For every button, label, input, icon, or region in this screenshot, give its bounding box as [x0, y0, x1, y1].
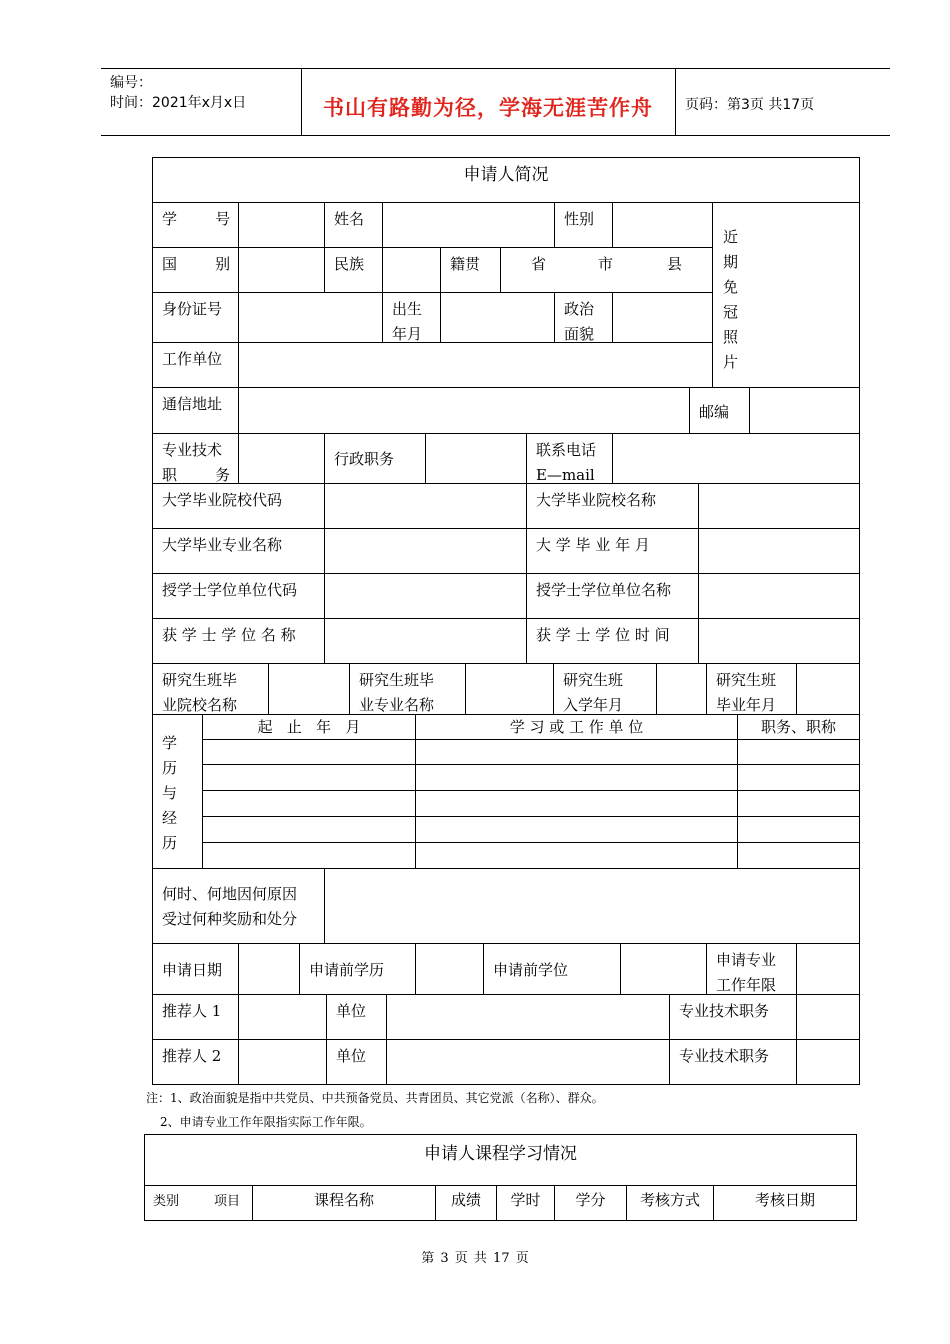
header-hours: 学时	[496, 1185, 555, 1221]
label-history-char: 历	[162, 759, 178, 777]
label-grad-finish-line1: 研究生班	[716, 671, 777, 689]
label-grad-school-line2: 业院校名称	[162, 696, 238, 714]
label-referee-2-title: 专业技术职务	[669, 1039, 797, 1085]
label-address: 通信地址	[152, 387, 239, 434]
photo-char: 冠	[723, 303, 739, 321]
label-pro-title	[152, 433, 239, 484]
field-admin-post[interactable]	[425, 433, 527, 484]
history-cell[interactable]	[202, 739, 416, 765]
label-referee-1-title: 专业技术职务	[669, 994, 797, 1040]
label-awards-line1: 何时、何地因何原因	[162, 885, 298, 903]
label-admin-post: 行政职务	[324, 433, 426, 484]
label-political-line2: 面貌	[564, 325, 595, 343]
photo-box[interactable]	[712, 202, 860, 388]
course-table-title: 申请人课程学习情况	[144, 1134, 857, 1186]
label-birth-line2: 年月	[392, 325, 423, 343]
history-cell[interactable]	[737, 842, 860, 869]
label-referee-2: 推荐人 2	[152, 1039, 239, 1085]
note-1: 注：1、政治面貌是指中共党员、中共预备党员、共青团员、其它党派（名称）、群众。	[146, 1091, 604, 1105]
label-univ-name: 大学毕业院校名称	[526, 483, 699, 529]
history-cell[interactable]	[737, 739, 860, 765]
label-item: 项目	[214, 1194, 241, 1209]
history-cell[interactable]	[202, 790, 416, 817]
label-grad-finish	[706, 663, 797, 715]
field-bach-degree-time[interactable]	[698, 618, 860, 664]
photo-char: 免	[723, 278, 739, 296]
header-course-name: 课程名称	[252, 1185, 436, 1221]
history-cell[interactable]	[415, 764, 738, 791]
field-work-unit[interactable]	[238, 342, 713, 388]
field-bach-unit-name[interactable]	[698, 573, 860, 619]
label-work-years-line2: 工作年限	[716, 976, 777, 994]
history-cell[interactable]	[415, 790, 738, 817]
label-political-line1: 政治	[564, 300, 595, 318]
label-prior-degree: 申请前学位	[483, 943, 621, 995]
field-address[interactable]	[238, 387, 690, 434]
header-motto: 书山有路勤为径，学海无涯苦作舟	[323, 96, 653, 120]
field-referee-1-unit[interactable]	[386, 994, 670, 1040]
field-referee-1[interactable]	[238, 994, 327, 1040]
field-political[interactable]	[612, 292, 713, 343]
header-category-item	[144, 1185, 253, 1221]
label-contact	[526, 433, 613, 484]
label-work-years-line1: 申请专业	[716, 951, 777, 969]
label-province: 省	[531, 255, 547, 273]
history-cell[interactable]	[737, 816, 860, 843]
label-grad-major-line1: 研究生班毕	[359, 671, 435, 689]
field-prior-degree[interactable]	[620, 943, 707, 995]
label-apply-date: 申请日期	[152, 943, 239, 995]
note-2: 2、申请专业工作年限指实际工作年限。	[160, 1115, 372, 1129]
label-county: 县	[667, 255, 683, 273]
label-birth-line1: 出生	[392, 300, 423, 318]
label-pro-title-line2: 职 务	[162, 466, 231, 484]
field-prior-edu[interactable]	[415, 943, 484, 995]
field-referee-2-title[interactable]	[796, 1039, 860, 1085]
header-credits: 学分	[554, 1185, 627, 1221]
header-bottom-rule	[101, 135, 890, 136]
header-divider-right	[675, 68, 676, 135]
field-apply-date[interactable]	[238, 943, 300, 995]
label-history-char: 历	[162, 834, 178, 852]
history-col-period: 起 止 年 月	[202, 714, 416, 740]
field-contact[interactable]	[612, 433, 860, 484]
label-native-place: 籍贯	[440, 247, 501, 293]
field-student-id[interactable]	[238, 202, 325, 248]
field-grad-enroll[interactable]	[656, 663, 707, 715]
table-title: 申请人简况	[152, 157, 860, 203]
header-number-label: 编号：	[110, 75, 152, 91]
history-cell[interactable]	[415, 842, 738, 869]
field-name[interactable]	[382, 202, 555, 248]
label-grad-enroll-line1: 研究生班	[563, 671, 624, 689]
label-pro-title-line1: 专业技术	[162, 441, 223, 459]
field-univ-code[interactable]	[324, 483, 527, 529]
label-prior-edu: 申请前学历	[299, 943, 416, 995]
field-grad-finish[interactable]	[796, 663, 860, 715]
field-bach-unit-code[interactable]	[324, 573, 527, 619]
header-score: 成绩	[435, 1185, 497, 1221]
label-city: 市	[598, 255, 614, 273]
field-referee-2-unit[interactable]	[386, 1039, 670, 1085]
header-top-rule	[101, 68, 890, 69]
label-contact-line2: E—mail	[536, 466, 595, 484]
label-univ-code: 大学毕业院校代码	[152, 483, 325, 529]
header-exam-method: 考核方式	[626, 1185, 714, 1221]
history-cell[interactable]	[415, 816, 738, 843]
history-cell[interactable]	[202, 816, 416, 843]
label-grad-school-line1: 研究生班毕	[162, 671, 238, 689]
label-univ-grad-date: 大 学 毕 业 年 月	[526, 528, 699, 574]
label-history-char: 与	[162, 784, 178, 802]
field-native-place[interactable]	[500, 247, 713, 293]
label-history-char: 学	[162, 734, 178, 752]
label-id-number: 身份证号	[152, 292, 239, 343]
label-history	[152, 714, 203, 869]
field-postcode[interactable]	[749, 387, 860, 434]
label-grad-finish-line2: 毕业年月	[716, 696, 777, 714]
label-grad-enroll-line2: 入学年月	[563, 696, 624, 714]
field-grad-major[interactable]	[465, 663, 554, 715]
field-awards[interactable]	[324, 868, 860, 944]
page-footer: 第 3 页 共 17 页	[421, 1251, 529, 1266]
label-awards-line2: 受过何种奖励和处分	[162, 910, 298, 928]
history-col-unit: 学 习 或 工 作 单 位	[415, 714, 738, 740]
label-work-unit: 工作单位	[152, 342, 239, 388]
label-referee-1-unit: 单位	[326, 994, 387, 1040]
header-exam-date: 考核日期	[713, 1185, 857, 1221]
photo-char: 照	[723, 328, 739, 346]
label-history-char: 经	[162, 809, 178, 827]
field-ethnicity[interactable]	[382, 247, 441, 293]
label-bach-unit-code: 授学士学位单位代码	[152, 573, 325, 619]
label-birth	[382, 292, 441, 343]
label-bach-degree-name: 获 学 士 学 位 名 称	[152, 618, 325, 664]
field-birth[interactable]	[440, 292, 555, 343]
field-referee-2[interactable]	[238, 1039, 327, 1085]
photo-char: 片	[723, 353, 739, 371]
field-referee-1-title[interactable]	[796, 994, 860, 1040]
field-country[interactable]	[238, 247, 325, 293]
label-bach-unit-name: 授学士学位单位名称	[526, 573, 699, 619]
label-name: 姓名	[324, 202, 383, 248]
photo-char: 近	[723, 228, 739, 246]
label-awards	[152, 868, 325, 944]
header-divider-left	[301, 68, 302, 135]
label-political	[554, 292, 613, 343]
label-grad-major	[349, 663, 466, 715]
field-pro-title[interactable]	[238, 433, 325, 484]
label-grad-enroll	[553, 663, 657, 715]
header-time-label: 时间：2021年x月x日	[110, 95, 247, 111]
label-referee-1: 推荐人 1	[152, 994, 239, 1040]
field-univ-name[interactable]	[698, 483, 860, 529]
photo-char: 期	[723, 253, 739, 271]
label-ethnicity: 民族	[324, 247, 383, 293]
field-univ-major[interactable]	[324, 528, 527, 574]
label-univ-major: 大学毕业专业名称	[152, 528, 325, 574]
field-gender[interactable]	[612, 202, 713, 248]
label-bach-degree-time: 获 学 士 学 位 时 间	[526, 618, 699, 664]
label-student-id: 学 号	[152, 202, 239, 248]
history-cell[interactable]	[737, 790, 860, 817]
label-postcode: 邮编	[689, 387, 750, 434]
field-grad-school[interactable]	[268, 663, 350, 715]
field-work-years[interactable]	[796, 943, 860, 995]
label-country: 国 别	[152, 247, 239, 293]
history-cell[interactable]	[202, 764, 416, 791]
field-univ-grad-date[interactable]	[698, 528, 860, 574]
label-category: 类别	[153, 1194, 180, 1209]
field-id-number[interactable]	[238, 292, 383, 343]
label-grad-major-line2: 业专业名称	[359, 696, 435, 714]
label-grad-school	[152, 663, 269, 715]
history-cell[interactable]	[737, 764, 860, 791]
label-gender: 性别	[554, 202, 613, 248]
header-page-info: 页码：第3页 共17页	[685, 97, 815, 113]
history-col-title: 职务、职称	[737, 714, 860, 740]
history-cell[interactable]	[202, 842, 416, 869]
field-bach-degree-name[interactable]	[324, 618, 527, 664]
history-cell[interactable]	[415, 739, 738, 765]
label-contact-line1: 联系电话	[536, 441, 597, 459]
label-work-years	[706, 943, 797, 995]
label-referee-2-unit: 单位	[326, 1039, 387, 1085]
